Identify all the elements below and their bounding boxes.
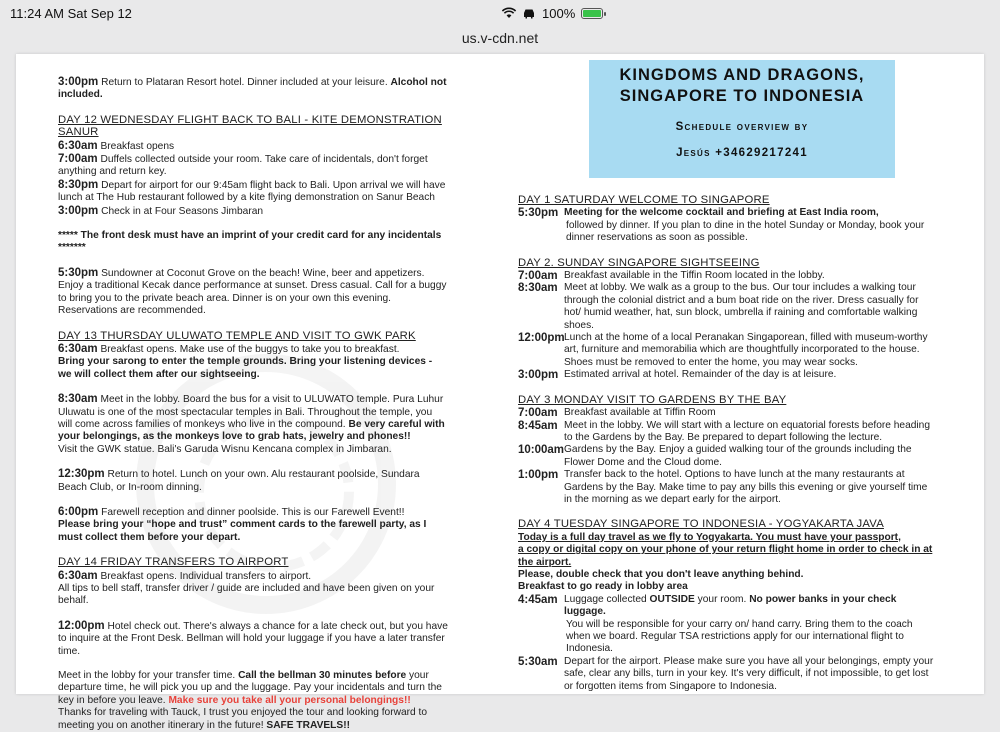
day-heading: DAY 1 SATURDAY WELCOME TO SINGAPORE [518, 194, 770, 206]
status-bar [0, 0, 1000, 26]
title-banner [589, 60, 895, 178]
paragraph: 3:00pm Return to Plataran Resort hotel. Dinner included at your leisure. Alcohol not included. [58, 76, 447, 101]
document-page[interactable] [16, 54, 984, 731]
day-heading: DAY 14 FRIDAY TRANSFERS TO AIRPORT [58, 556, 289, 569]
incidentals-notice: ***** The front desk must have an imprint of your credit card for any incidentals ******* [58, 230, 442, 254]
title-line-2: SINGAPORE TO INDONESIA [619, 87, 865, 105]
battery-icon [581, 8, 603, 19]
car-icon [522, 8, 536, 19]
day-heading: DAY 2. SUNDAY SINGAPORE SIGHTSEEING [518, 256, 760, 269]
day-heading: DAY 4 TUESDAY SINGAPORE TO INDONESIA - YOGYAKARTA JAVA [518, 518, 884, 531]
left-column: 3:00pm Return to Plataran Resort hotel. Dinner included at your leisure. Alcohol not included. DAY 12 WEDNESDAY FLIGHT BACK TO BALI - KITE DEMONSTRATION SANUR 6:30am Breakfast opens 7:00am Duffels collected outside your room. Take care of incidentals, don't forget anything and return key. 8:30pm Depart for airport for our 9:45am flight back to Bali. Upon arrival we will have lunch at The Hub restaurant followed by a kite flying demonstration on Sanur Beach 3:00pm Check in at Four Seasons Jimbaran ***** The front desk must have an imprint of your credit card for any incidentals ******* 5:30pm Sundowner at Coconut Grove on the beach! Wine, beer and appetizers. Enjoy a traditional Kecak dance performance at sunset. Dress casual. Call for a buggy to bring you to the private beach area. Dinner is on your own this evening. Reservations are recommended. DAY 13 THURSDAY ULUWATO TEMPLE AND VISIT TO GWK PARK 6:30am Breakfast opens. Make use of the buggys to take you to breakfast. Bring your sarong to enter the temple grounds. Bring your listening devices - we will collect them after our sightseeing. 8:30am Meet in the lobby. Board the bus for a visit to ULUWATO temple. Pura Luhur Uluwatu is one of the most spectacular temples in Bali. Throughout the temple, you will come across families of monkeys who live in the compound. Be very careful with your belongings, as the monkeys love to grab hats, jewelry and phones!! Visit the GWK statue. Bali's Garuda Wisnu Kencana complex in Jimbaran. 12:30pm Return to hotel. Lunch on your own. Alu restaurant poolside, Sundara Beach Club, or In-room dinning. 6:00pm Farewell reception and dinner poolside. This is our Farewell Event!! Please bring your “hope and trust” comment cards to the farewell party, as I must collect them before your depart. DAY 14 FRIDAY TRANSFERS TO AIRPORT 6:30am Breakfast opens. Individual transfers to airport. All tips to bell staff, transfer driver / guide are included and have been given on your behalf. 12:00pm Hotel check out. There's always a chance for a late check out, but you have to inquire at the Front Desk. Bellman will hold your luggage if you have a later transfer time. Meet in the lobby for your transfer time. Call the bellman 30 minutes before your departure time, he will pick you up and the luggage. Pay your incidentals and turn the key in before you leave. Make sure you take all your personal belongings!! Thanks for traveling with Tauck, I trust you enjoyed the tour and looking forward to meeting you on another itinerary in the future! SAFE TRAVELS!! [58, 76, 448, 731]
status-time: 11:24 AM Sat Sep 12 [10, 6, 132, 21]
title-line-1: KINGDOMS AND DRAGONS, [619, 66, 865, 84]
status-right [502, 6, 922, 21]
subtitle: Schedule overview by [675, 121, 809, 133]
day-heading: DAY 13 THURSDAY ULUWATO TEMPLE AND VISIT TO GWK PARK [58, 329, 416, 342]
day-heading: DAY 12 WEDNESDAY FLIGHT BACK TO BALI - KITE DEMONSTRATION SANUR [58, 113, 442, 139]
wifi-icon [502, 8, 516, 19]
right-column: DAY 1 SATURDAY WELCOME TO SINGAPORE 5:30pm Meeting for the welcome cocktail and briefing at East India room, followed by dinner. If you plan to dine in the hotel Sunday or Monday, book your dinner reservations as soon as possible. DAY 2. SUNDAY SINGAPORE SIGHTSEEING 7:00am Breakfast available in the Tiffin Room located in the lobby. 8:30am Meet at lobby. We walk as a group to the bus. Our tour includes a walking tour through the colonial district and a bum boat ride on the river. Dress casually for hot/ humid weather, hat, sun block, umbrella if raining and comfortable walking shoes. 12:00pm Lunch at the home of a local Peranakan Singaporean, filled with museum-worthy art, furniture and memorabilia which are thoughtfully incorporated to the house. Shoes must be removed to enter the home, you may wear socks. 3:00pm Estimated arrival at hotel. Remainder of the day is at leisure. DAY 3 MONDAY VISIT TO GARDENS BY THE BAY 7:00am Breakfast available at Tiffin Room 8:45am Meet in the lobby. We will start with a lecture on equatorial forests before heading to the Gardens by the Bay. Be prepared to depart following the lecture. 10:00am Gardens by the Bay. Enjoy a guided walking tour of the grounds including the Flower Dome and the Cloud dome. 1:00pm Transfer back to the hotel. Options to have lunch at the many restaurants at Gardens by the Bay. Make time to pay any bills this evening or give yourself time in the morning as we depart early for the airport. DAY 4 TUESDAY SINGAPORE TO INDONESIA - YOGYAKARTA JAVA Today is a full day travel as we fly to Yogyakarta. You must have your passport, a copy or digital copy on your phone of your return flight home in order to check in at the airport. Please, double check that you don't leave anything behind. Breakfast to go ready in lobby area 4:45am Luggage collected OUTSIDE your room. No power banks in your check luggage. You will be responsible for your carry on/ hand carry. Bring them to the coach when we board. Regular TSA restrictions apply for our international flight to Indonesia. 5:30am Depart for the airport. Please make sure you have all your belongings, empty your safe, clear any bills, turn in your key. It's very difficult, if not impossible, to get lost or forgotten items from Singapore to Indonesia. [518, 194, 938, 693]
belongings-warning: Make sure you take all your personal belongings!! [168, 694, 411, 706]
day-heading: DAY 3 MONDAY VISIT TO GARDENS BY THE BAY [518, 393, 787, 406]
address-bar[interactable]: us.v-cdn.net [461, 30, 539, 46]
battery-percent: 100% [542, 6, 576, 21]
contact-line: Jesús +34629217241 [676, 147, 808, 159]
